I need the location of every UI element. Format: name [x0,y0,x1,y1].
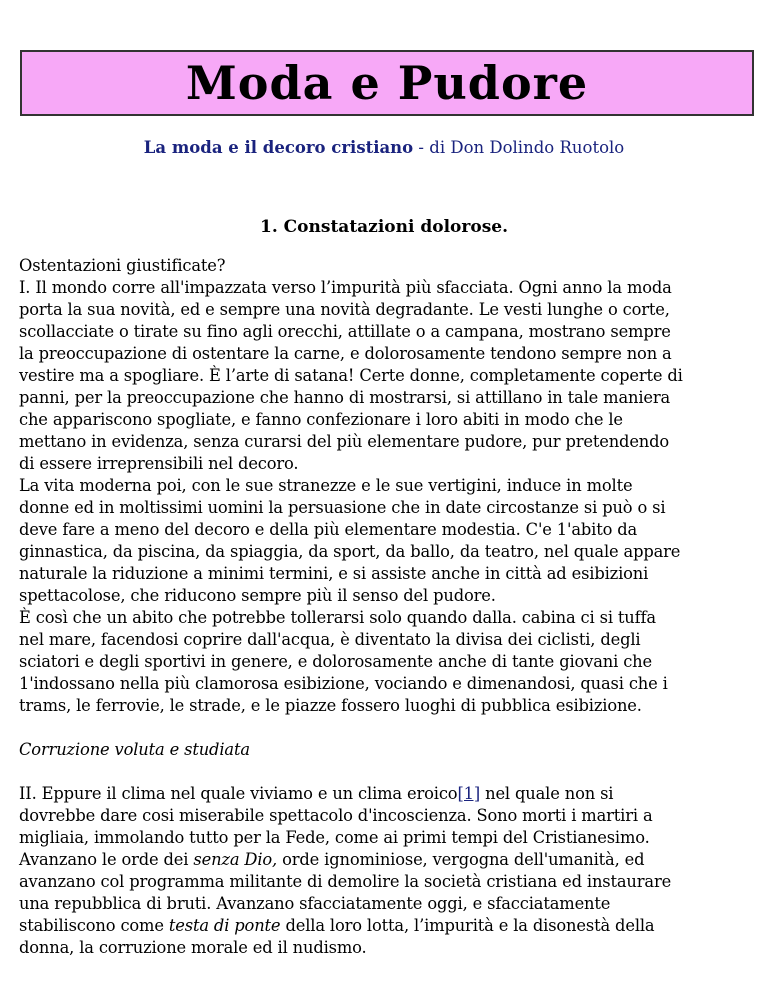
text-fragment: orde ignominiose, vergogna dell'umanità, ed [277,850,645,869]
text-line: ginnastica, da piscina, da spiaggia, da sport, da ballo, da teatro, nel quale appare [19,542,681,561]
part-1-subheading: Ostentazioni giustificate? [19,256,226,275]
text-line: sciatori e degli sportivi in genere, e dolorosamente anche di tante giovani che [19,652,652,671]
text-line: mettano in evidenza, senza curarsi del più elementare pudore, pur pretendendo [19,432,670,451]
text-line: spettacolose, che riducono sempre più il senso del pudore. [19,586,496,605]
text-line: di essere irreprensibili nel decoro. [19,454,299,473]
part-2-subheading: Corruzione voluta e studiata [19,740,250,759]
text-fragment: stabiliscono come [19,916,169,935]
text-line: deve fare a meno del decoro e della più elementare modestia. C'e 1'abito da [19,520,638,539]
text-line: I. Il mondo corre all'impazzata verso l’impurità più sfacciata. Ogni anno la moda [19,278,672,297]
text-line: panni, per la preoccupazione che hanno di mostrarsi, si attillano in tale maniera [19,388,671,407]
text-fragment: della loro lotta, l’impurità e la disonestà della [280,916,655,935]
text-line: vestire ma a spogliare. È l’arte di satana! Certe donne, completamente coperte di [19,366,683,385]
text-line: trams, le ferrovie, le strade, e le piazze fossero luoghi di pubblica esibizione. [19,696,642,715]
paragraph-gap [19,761,764,783]
emphasis-text: testa di ponte [168,916,281,935]
page-title: Moda e Pudore [185,56,589,110]
text-line: dovrebbe dare cosi miserabile spettacolo d'incoscienza. Sono morti i martiri a [19,806,653,825]
text-fragment: nel quale non si [480,784,614,803]
subtitle-main: La moda e il decoro cristiano [143,138,414,157]
text-line: scollacciate o tirate su fino agli orecchi, attillate o a campana, mostrano sempre [19,322,671,341]
text-line: donna, la corruzione morale ed il nudismo. [19,938,367,957]
part-1-text [19,255,764,717]
subtitle-author: - di Don Dolindo Ruotolo [413,138,625,157]
text-line [19,849,764,871]
text-line: che appariscono spogliate, e fanno confezionare i loro abiti in modo che le [19,410,623,429]
text-line: naturale la riduzione a minimi termini, e si assiste anche in città ad esibizioni [19,564,649,583]
subtitle [0,138,768,157]
emphasis-text: senza Dio, [193,850,278,869]
text-line [19,783,764,805]
text-line: nel mare, facendosi coprire dall'acqua, è diventato la divisa dei ciclisti, degli [19,630,641,649]
text-line: La vita moderna poi, con le sue stranezze e le sue vertigini, induce in molte [19,476,633,495]
footnote-link[interactable]: [1] [457,784,481,803]
text-line [19,915,764,937]
text-line: una repubblica di bruti. Avanzano sfacciatamente oggi, e sfacciatamente [19,894,611,913]
title-banner [20,50,754,116]
part-2-text [19,739,764,959]
text-fragment: II. Eppure il clima nel quale viviamo e un clima eroico [19,784,458,803]
text-line: la preoccupazione di ostentare la carne, e dolorosamente tendono sempre non a [19,344,672,363]
text-line: È così che un abito che potrebbe tollerarsi solo quando dalla. cabina ci si tuffa [19,608,656,627]
text-line: migliaia, immolando tutto per la Fede, come ai primi tempi del Cristianesimo. [19,828,650,847]
section-heading: 1. Constatazioni dolorose. [259,217,508,237]
text-line: donne ed in moltissimi uomini la persuasione che in date circostanze si può o si [19,498,666,517]
text-line: 1'indossano nella più clamorosa esibizione, vociando e dimenandosi, quasi che i [19,674,668,693]
text-line: porta la sua novità, ed e sempre una novità degradante. Le vesti lunghe o corte, [19,300,670,319]
text-line: avanzano col programma militante di demolire la società cristiana ed instaurare [19,872,672,891]
text-fragment: Avanzano le orde dei [19,850,194,869]
